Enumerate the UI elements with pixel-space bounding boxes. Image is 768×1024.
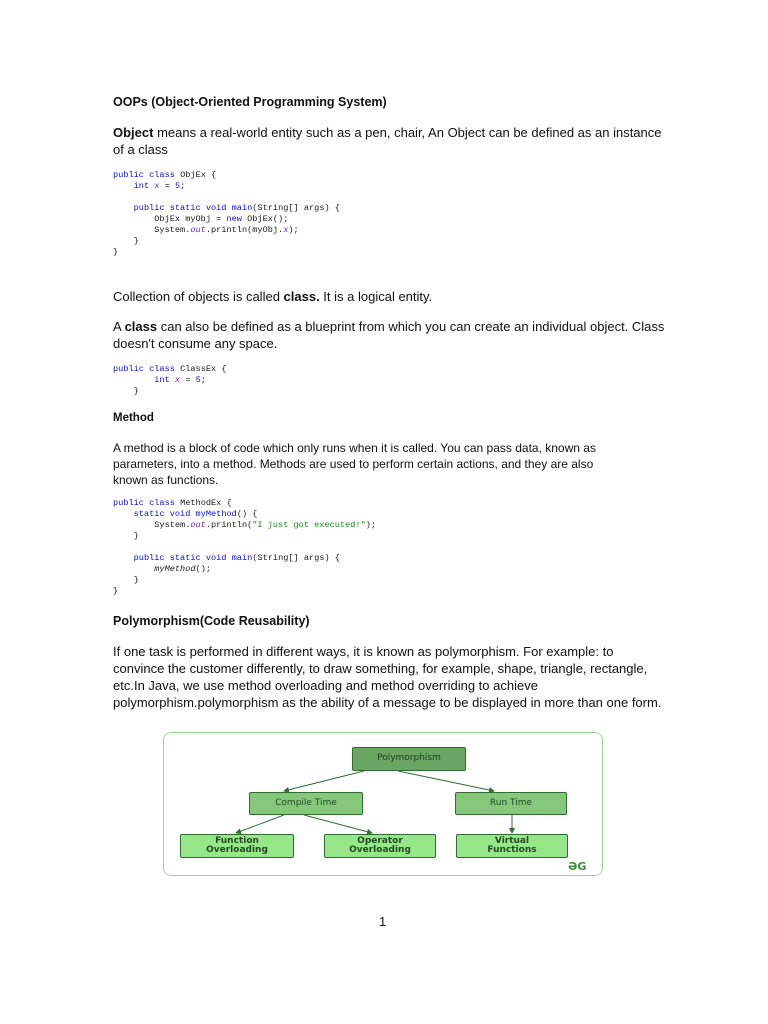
- object-definition-text: means a real-world entity such as a pen, chair, An Object can be defined as an instance: [153, 125, 662, 140]
- class-term: class.: [283, 289, 320, 304]
- method-heading: Method: [113, 412, 154, 424]
- polymorphism-line: convince the customer differently, to draw something, for example, shape, triangle, rectangle,: [113, 661, 648, 676]
- class-definition: [113, 288, 432, 305]
- geeksforgeeks-logo: ƏG: [568, 860, 587, 873]
- method-description: [113, 440, 673, 488]
- polymorphism-diagram: [163, 732, 603, 876]
- node-virtual-functions: [456, 834, 568, 858]
- class-definition-text-2: It is a logical entity.: [319, 289, 433, 304]
- class-blueprint-text-3: doesn't consume any space.: [113, 336, 278, 351]
- class-blueprint-definition: [113, 318, 673, 352]
- code-block-classex: public class ClassEx { int x = 5; }: [113, 364, 227, 396]
- code-block-objex: public class ObjEx { int x = 5; public static void main(String[] args) { ObjEx myObj = new ObjEx(); System.out.println(myObj.x); } }: [113, 170, 340, 257]
- node-label: Virtual: [494, 835, 530, 846]
- polymorphism-description: [113, 643, 683, 711]
- object-definition-text-2: of a class: [113, 142, 168, 157]
- class-blueprint-text: A: [113, 319, 125, 334]
- polymorphism-line: If one task is performed in different ways, it is known as polymorphism. For example: to: [113, 644, 614, 659]
- method-description-line: parameters, into a method. Methods are used to perform certain actions, and they are also: [113, 457, 594, 471]
- node-label: Overloading: [349, 845, 411, 855]
- node-polymorphism: Polymorphism: [352, 747, 466, 771]
- page-title: OOPs (Object-Oriented Programming System): [113, 95, 387, 109]
- object-definition: [113, 124, 673, 158]
- object-term: Object: [113, 125, 154, 140]
- polymorphism-heading: Polymorphism(Code Reusability): [113, 614, 310, 628]
- polymorphism-line: etc.In Java, we use method overloading and method overriding to achieve: [113, 678, 538, 693]
- method-description-line: A method is a block of code which only runs when it is called. You can pass data, known as: [113, 441, 596, 455]
- node-operator-overloading: [324, 834, 436, 858]
- node-compile-time: Compile Time: [249, 792, 363, 815]
- class-term-2: class: [124, 319, 158, 334]
- node-label: Operator: [357, 835, 403, 846]
- node-label: Function: [215, 835, 259, 846]
- polymorphism-line: polymorphism.polymorphism as the ability of a message to be displayed in more than one form.: [113, 695, 662, 710]
- code-block-methodex: public class MethodEx { static void myMethod() { System.out.println("I just got executed!"); } public static void main(String[] args) { myMethod(); } }: [113, 498, 377, 596]
- node-label: Overloading: [206, 845, 268, 855]
- class-blueprint-text-2: can also be defined as a blueprint from which you can create an individual object. Class: [157, 319, 665, 334]
- page-number: 1: [379, 914, 387, 929]
- node-label: Functions: [487, 845, 537, 855]
- node-run-time: Run Time: [455, 792, 567, 815]
- class-definition-text: Collection of objects is called: [113, 289, 284, 304]
- method-description-line: known as functions.: [113, 473, 219, 487]
- node-function-overloading: [180, 834, 294, 858]
